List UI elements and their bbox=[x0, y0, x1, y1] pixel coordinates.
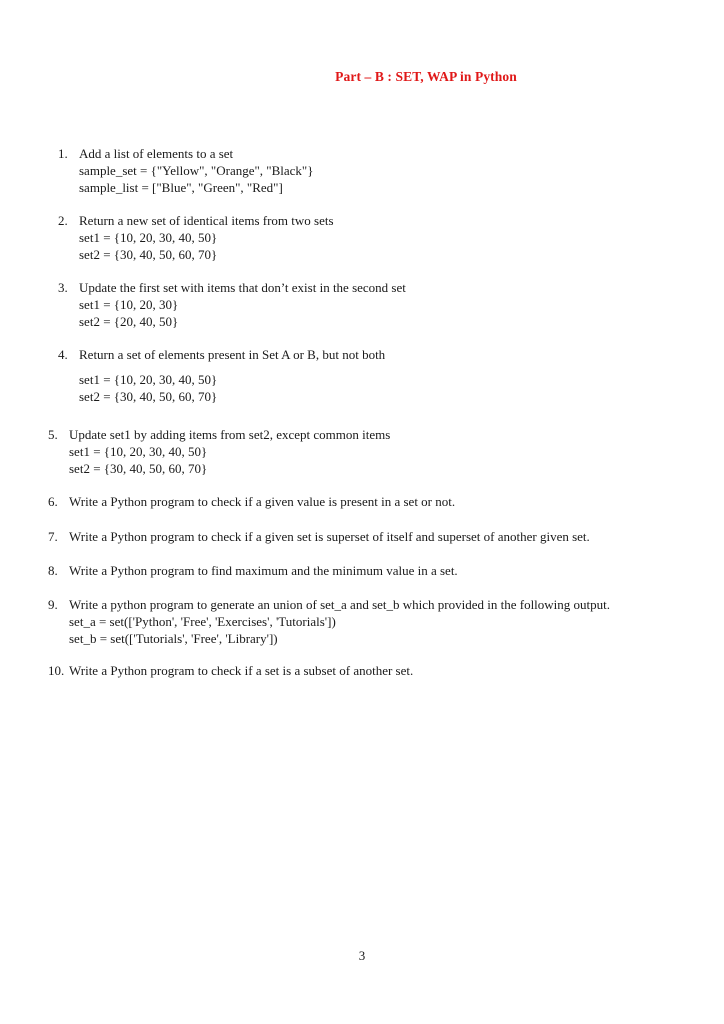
question-text: Write a Python program to check if a given value is present in a set or not. bbox=[69, 494, 456, 509]
question-text: Return a new set of identical items from two sets bbox=[79, 213, 334, 228]
question-number: 5. bbox=[48, 427, 58, 442]
code-line: set2 = {30, 40, 50, 60, 70} bbox=[79, 389, 218, 404]
question-number: 2. bbox=[58, 213, 68, 228]
code-line: set2 = {30, 40, 50, 60, 70} bbox=[79, 247, 218, 262]
question-number: 9. bbox=[48, 597, 58, 612]
question-number: 4. bbox=[58, 347, 68, 362]
question-text: Update set1 by adding items from set2, except common items bbox=[69, 427, 391, 442]
question-number: 3. bbox=[58, 280, 68, 295]
question-3 bbox=[58, 279, 406, 296]
question-number: 7. bbox=[48, 529, 58, 544]
code-line: set1 = {10, 20, 30, 40, 50} bbox=[69, 444, 208, 459]
question-text: Write a Python program to check if a given set is superset of itself and superset of another given set. bbox=[69, 529, 590, 544]
question-2 bbox=[58, 212, 334, 229]
question-number: 8. bbox=[48, 563, 58, 578]
page-number: 3 bbox=[358, 948, 366, 963]
question-6 bbox=[48, 493, 455, 510]
question-9 bbox=[48, 596, 610, 613]
question-number: 10. bbox=[48, 663, 65, 678]
question-text: Write a Python program to find maximum and the minimum value in a set. bbox=[69, 563, 458, 578]
question-text: Write a Python program to check if a set is a subset of another set. bbox=[69, 663, 414, 678]
question-text: Update the first set with items that don’t exist in the second set bbox=[79, 280, 406, 295]
question-number: 6. bbox=[48, 494, 58, 509]
question-text: Add a list of elements to a set bbox=[79, 146, 234, 161]
page-title: Part – B : SET, WAP in Python bbox=[335, 69, 517, 84]
question-4 bbox=[58, 346, 385, 363]
code-line: sample_list = ["Blue", "Green", "Red"] bbox=[79, 180, 283, 195]
question-text: Return a set of elements present in Set A or B, but not both bbox=[79, 347, 386, 362]
code-line: set1 = {10, 20, 30} bbox=[79, 297, 179, 312]
code-line: set_a = set(['Python', 'Free', 'Exercises', 'Tutorials']) bbox=[69, 614, 336, 629]
question-text: Write a python program to generate an union of set_a and set_b which provided in the following output. bbox=[69, 597, 611, 612]
question-7 bbox=[48, 528, 590, 545]
code-line: sample_set = {"Yellow", "Orange", "Black"} bbox=[79, 163, 314, 178]
question-number: 1. bbox=[58, 146, 68, 161]
question-5 bbox=[48, 426, 390, 443]
code-line: set1 = {10, 20, 30, 40, 50} bbox=[79, 230, 218, 245]
code-line: set1 = {10, 20, 30, 40, 50} bbox=[79, 372, 218, 387]
code-line: set2 = {20, 40, 50} bbox=[79, 314, 179, 329]
question-8 bbox=[48, 562, 458, 579]
code-line: set_b = set(['Tutorials', 'Free', 'Library']) bbox=[69, 631, 278, 646]
question-1 bbox=[58, 145, 233, 162]
question-10 bbox=[48, 662, 413, 679]
code-line: set2 = {30, 40, 50, 60, 70} bbox=[69, 461, 208, 476]
